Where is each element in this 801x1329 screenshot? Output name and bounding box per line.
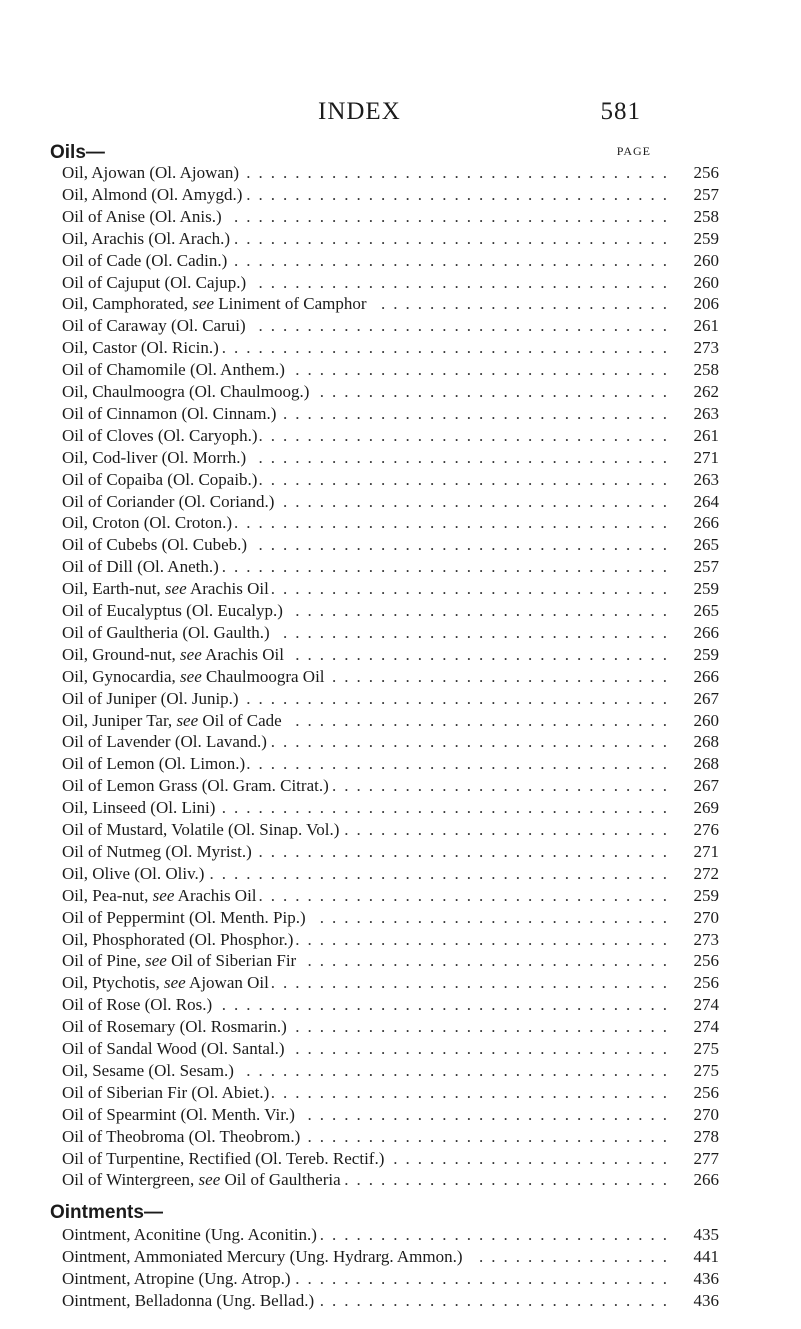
entry-page-number: 269	[693, 798, 719, 818]
entry-page-number: 265	[693, 601, 719, 620]
entry-text: Oil of Pine, see Oil of Siberian Fir	[62, 951, 297, 971]
index-entry	[62, 1225, 719, 1245]
leader-dots: .............................	[319, 382, 675, 401]
leader-dots: ........................	[381, 294, 675, 314]
index-entry	[62, 711, 719, 731]
index-entry	[62, 645, 719, 665]
leader-dots: ...............................	[295, 644, 675, 664]
entry-text: Oil, Castor (Ol. Ricin.)	[62, 338, 219, 358]
index-entry	[62, 492, 719, 512]
leader-dots: ...................................	[246, 754, 675, 774]
index-entry	[62, 754, 719, 774]
index-entry	[62, 776, 719, 796]
entry-text: Oil of Theobroma (Ol. Theobrom.)	[62, 1126, 301, 1146]
leader-dots: .................................	[270, 579, 675, 599]
entry-text: Oil of Rosemary (Ol. Rosmarin.)	[62, 1017, 287, 1037]
index-entry	[62, 1247, 719, 1267]
see-reference: see	[198, 1170, 221, 1190]
index-entry	[62, 579, 719, 599]
entry-page-number: 267	[693, 776, 719, 796]
entry-text: Oil of Anise (Ol. Anis.)	[62, 206, 222, 226]
entry-text: Oil, Chaulmoogra (Ol. Chaulmoog.)	[62, 382, 310, 401]
entry-text: Oil, Pea-nut, see Arachis Oil	[62, 885, 257, 905]
entry-text: Oil of Cade (Ol. Cadin.)	[62, 250, 228, 270]
leader-dots: .................................	[270, 1082, 675, 1102]
entry-text: Ointment, Atropine (Ung. Atrop.)	[62, 1268, 291, 1288]
entry-text: Oil of Chamomile (Ol. Anthem.)	[62, 360, 285, 380]
index-entry	[62, 470, 719, 490]
entry-page-number: 274	[693, 995, 719, 1015]
index-entry	[62, 1061, 719, 1081]
leader-dots: .............................	[319, 907, 675, 927]
entry-page-number: 206	[693, 294, 719, 314]
index-entry	[62, 886, 719, 906]
index-entry	[62, 1083, 719, 1103]
leader-dots: ...............................	[295, 601, 675, 620]
entry-page-number: 266	[693, 1170, 719, 1190]
entry-text: Oil of Cinnamon (Ol. Cinnam.)	[62, 403, 277, 423]
entry-text: Oil of Cajuput (Ol. Cajup.)	[62, 272, 247, 292]
index-entry	[62, 273, 719, 293]
leader-dots: ......................................	[209, 863, 675, 883]
entry-page-number: 259	[693, 644, 719, 664]
page-header	[0, 98, 801, 132]
see-reference: see	[176, 710, 199, 730]
entry-page-number: 276	[693, 820, 719, 839]
entry-text: Oil of Rose (Ol. Ros.)	[62, 995, 213, 1015]
leader-dots: ...............................	[295, 1039, 675, 1058]
entry-page-number: 260	[693, 250, 719, 270]
index-entry	[62, 404, 719, 424]
leader-dots: ...............................	[295, 1017, 675, 1037]
entry-page-number: 261	[693, 425, 719, 445]
index-entry	[62, 557, 719, 577]
index-entry	[62, 513, 719, 533]
index-entry	[62, 842, 719, 862]
entry-text: Oil of Caraway (Ol. Carui)	[62, 316, 246, 336]
entry-text: Oil, Phosphorated (Ol. Phosphor.)	[62, 929, 294, 949]
entry-text: Oil, Earth-nut, see Arachis Oil	[62, 579, 269, 599]
entry-text: Oil, Ajowan (Ol. Ajowan)	[62, 163, 240, 182]
entry-text: Oil of Lemon Grass (Ol. Gram. Citrat.)	[62, 776, 329, 796]
index-entry	[62, 229, 719, 249]
leader-dots: .............................	[319, 1225, 675, 1244]
index-entry	[62, 426, 719, 446]
leader-dots: ..................................	[258, 316, 675, 336]
entry-text: Oil of Lavender (Ol. Lavand.)	[62, 732, 267, 752]
leader-dots: ..................................	[258, 425, 675, 445]
index-entry	[62, 689, 719, 709]
entry-text: Oil, Arachis (Ol. Arach.)	[62, 228, 231, 248]
entry-page-number: 263	[693, 469, 719, 489]
entry-text: Oil of Cloves (Ol. Caryoph.)	[62, 425, 258, 445]
leader-dots: .................................	[270, 973, 675, 993]
index-entry	[62, 930, 719, 950]
index-entry	[62, 1127, 719, 1147]
entry-text: Oil of Juniper (Ol. Junip.)	[62, 688, 239, 708]
entry-page-number: 266	[693, 513, 719, 533]
entry-text: Oil, Gynocardia, see Chaulmoogra Oil	[62, 666, 325, 686]
entry-text: Oil of Lemon (Ol. Limon.)	[62, 754, 246, 774]
entry-text: Oil of Gaultheria (Ol. Gaulth.)	[62, 622, 270, 642]
index-entry	[62, 1291, 719, 1311]
index-entry	[62, 908, 719, 928]
leader-dots: ...................................	[246, 1060, 675, 1080]
entry-page-number: 256	[693, 1082, 719, 1102]
entry-page-number: 256	[693, 973, 719, 993]
entry-text: Oil of Nutmeg (Ol. Myrist.)	[62, 841, 252, 861]
entry-page-number: 267	[693, 688, 719, 708]
leader-dots: ...............................	[295, 710, 675, 730]
leader-dots: ................................	[283, 622, 675, 642]
index-entry	[62, 360, 719, 380]
entry-page-number: 436	[693, 1268, 719, 1288]
leader-dots: .....................................	[221, 338, 675, 358]
leader-dots: ...............................	[295, 360, 675, 380]
entry-page-number: 277	[693, 1148, 719, 1168]
entry-page-number: 441	[693, 1246, 719, 1266]
entry-page-number: 257	[693, 184, 719, 204]
entry-text: Oil, Ground-nut, see Arachis Oil	[62, 644, 284, 664]
entry-page-number: 271	[693, 841, 719, 861]
entry-text: Oil, Juniper Tar, see Oil of Cade	[62, 710, 282, 730]
entry-text: Oil of Mustard, Volatile (Ol. Sinap. Vol.)	[62, 820, 340, 839]
entry-text: Oil of Cubebs (Ol. Cubeb.)	[62, 535, 248, 555]
entry-text: Oil, Linseed (Ol. Lini)	[62, 798, 216, 818]
entry-text: Oil of Spearmint (Ol. Menth. Vir.)	[62, 1104, 295, 1124]
entry-page-number: 275	[693, 1060, 719, 1080]
index-entry	[62, 1105, 719, 1125]
entry-text: Oil of Turpentine, Rectified (Ol. Tereb. Rectif.)	[62, 1148, 385, 1168]
page-column-label: PAGE	[616, 144, 651, 158]
index-entry	[62, 448, 719, 468]
see-reference: see	[145, 951, 167, 971]
leader-dots: .............................	[319, 1290, 675, 1310]
entry-page-number: 259	[693, 579, 719, 599]
index-entry	[62, 820, 719, 840]
leader-dots: ....................................	[234, 228, 675, 248]
index-entry	[62, 185, 719, 205]
entry-page-number: 259	[693, 885, 719, 905]
leader-dots: .................................	[270, 732, 675, 752]
leader-dots: ...........................	[344, 1170, 675, 1190]
leader-dots: .....................................	[221, 557, 675, 577]
index-entry	[62, 1039, 719, 1059]
index-entry	[62, 951, 719, 971]
entry-text: Oil of Coriander (Ol. Coriand.)	[62, 491, 275, 511]
index-entry	[62, 1269, 719, 1289]
index-entry	[62, 382, 719, 402]
index-entry	[62, 163, 719, 183]
entry-page-number: 265	[693, 535, 719, 555]
index-entry	[62, 667, 719, 687]
index-entry	[62, 623, 719, 643]
entry-page-number: 258	[693, 206, 719, 226]
entry-page-number: 262	[693, 382, 719, 401]
entry-text: Oil of Sandal Wood (Ol. Santal.)	[62, 1039, 285, 1058]
entry-page-number: 257	[693, 557, 719, 577]
entry-text: Oil, Olive (Ol. Oliv.)	[62, 863, 205, 883]
index-entry	[62, 995, 719, 1015]
entry-page-number: 275	[693, 1039, 719, 1058]
entry-page-number: 256	[693, 951, 719, 971]
leader-dots: ...........................	[344, 820, 675, 839]
leader-dots: ..................................	[258, 885, 675, 905]
entry-page-number: 273	[693, 338, 719, 358]
index-entry	[62, 294, 719, 314]
leader-dots: .....................................	[221, 995, 675, 1015]
section-heading-ointments: Ointments—	[50, 1202, 163, 1223]
leader-dots: ..............................	[307, 1104, 675, 1124]
entry-text: Ointment, Aconitine (Ung. Aconitin.)	[62, 1225, 317, 1244]
entry-page-number: 266	[693, 666, 719, 686]
entry-page-number: 270	[693, 1104, 719, 1124]
leader-dots: ..................................	[258, 469, 675, 489]
leader-dots: ............................	[332, 666, 675, 686]
index-entry	[62, 798, 719, 818]
leader-dots: ...................................	[246, 688, 675, 708]
entry-page-number: 259	[693, 228, 719, 248]
leader-dots: .....................................	[221, 798, 675, 818]
leader-dots: .......................	[393, 1148, 675, 1168]
entry-page-number: 270	[693, 907, 719, 927]
index-entry	[62, 338, 719, 358]
entry-text: Oil of Eucalyptus (Ol. Eucalyp.)	[62, 601, 283, 620]
entry-page-number: 274	[693, 1017, 719, 1037]
see-reference: see	[192, 294, 215, 314]
entry-text: Oil, Almond (Ol. Amygd.)	[62, 184, 243, 204]
leader-dots: ................................	[283, 403, 675, 423]
entry-page-number: 260	[693, 710, 719, 730]
see-reference: see	[164, 579, 187, 599]
leader-dots: ..................................	[258, 535, 675, 555]
entry-text: Oil, Cod-liver (Ol. Morrh.)	[62, 447, 247, 467]
entry-text: Ointment, Ammoniated Mercury (Ung. Hydrarg. Ammon.)	[62, 1246, 463, 1266]
leader-dots: ..................................	[258, 272, 675, 292]
leader-dots: ...............................	[295, 929, 675, 949]
leader-dots: ....................................	[234, 250, 675, 270]
entry-page-number: 261	[693, 316, 719, 336]
entry-text: Oil of Peppermint (Ol. Menth. Pip.)	[62, 907, 306, 927]
entry-text: Oil of Siberian Fir (Ol. Abiet.)	[62, 1082, 270, 1102]
leader-dots: ..............................	[307, 1126, 675, 1146]
entry-page-number: 268	[693, 732, 719, 752]
entry-page-number: 268	[693, 754, 719, 774]
entry-text: Oil, Sesame (Ol. Sesam.)	[62, 1060, 234, 1080]
see-reference: see	[180, 666, 202, 686]
leader-dots: ..................................	[258, 841, 675, 861]
leader-dots: ...................................	[246, 163, 675, 182]
index-entry	[62, 316, 719, 336]
entry-text: Oil of Copaiba (Ol. Copaib.)	[62, 469, 258, 489]
index-entry	[62, 251, 719, 271]
entry-page-number: 273	[693, 929, 719, 949]
index-entry	[62, 1149, 719, 1169]
index-entry	[62, 732, 719, 752]
entry-page-number: 435	[693, 1225, 719, 1244]
entry-page-number: 258	[693, 360, 719, 380]
index-entry	[62, 1017, 719, 1037]
entry-page-number: 263	[693, 403, 719, 423]
entry-text: Oil, Camphorated, see Liniment of Camphor	[62, 294, 367, 314]
entry-page-number: 278	[693, 1126, 719, 1146]
leader-dots: ............................	[332, 776, 675, 796]
leader-dots: ................	[479, 1246, 675, 1266]
entry-text: Oil of Dill (Ol. Aneth.)	[62, 557, 219, 577]
leader-dots: ....................................	[234, 513, 675, 533]
leader-dots: ..............................	[307, 951, 675, 971]
see-reference: see	[164, 973, 186, 993]
page-number: 581	[600, 98, 641, 125]
entry-text: Oil, Croton (Ol. Croton.)	[62, 513, 232, 533]
index-entry	[62, 1170, 719, 1190]
index-entry	[62, 601, 719, 621]
entry-text: Oil, Ptychotis, see Ajowan Oil	[62, 973, 269, 993]
index-entry	[62, 535, 719, 555]
see-reference: see	[180, 644, 202, 664]
page-title: INDEX	[318, 98, 401, 125]
index-entry	[62, 864, 719, 884]
leader-dots: ...................................	[246, 184, 675, 204]
index-entry	[62, 973, 719, 993]
entry-page-number: 260	[693, 272, 719, 292]
index-entry	[62, 207, 719, 227]
entry-page-number: 256	[693, 163, 719, 182]
entry-text: Oil of Wintergreen, see Oil of Gaultheria	[62, 1170, 341, 1190]
entry-text: Ointment, Belladonna (Ung. Bellad.)	[62, 1290, 315, 1310]
entry-page-number: 266	[693, 622, 719, 642]
entry-page-number: 264	[693, 491, 719, 511]
leader-dots: ..................................	[258, 447, 675, 467]
entry-page-number: 272	[693, 863, 719, 883]
section-heading-oils: Oils—	[50, 142, 105, 163]
leader-dots: ................................	[283, 491, 675, 511]
see-reference: see	[152, 885, 175, 905]
leader-dots: ....................................	[234, 206, 675, 226]
entry-page-number: 436	[693, 1290, 719, 1310]
leader-dots: ...............................	[295, 1268, 675, 1288]
entry-page-number: 271	[693, 447, 719, 467]
